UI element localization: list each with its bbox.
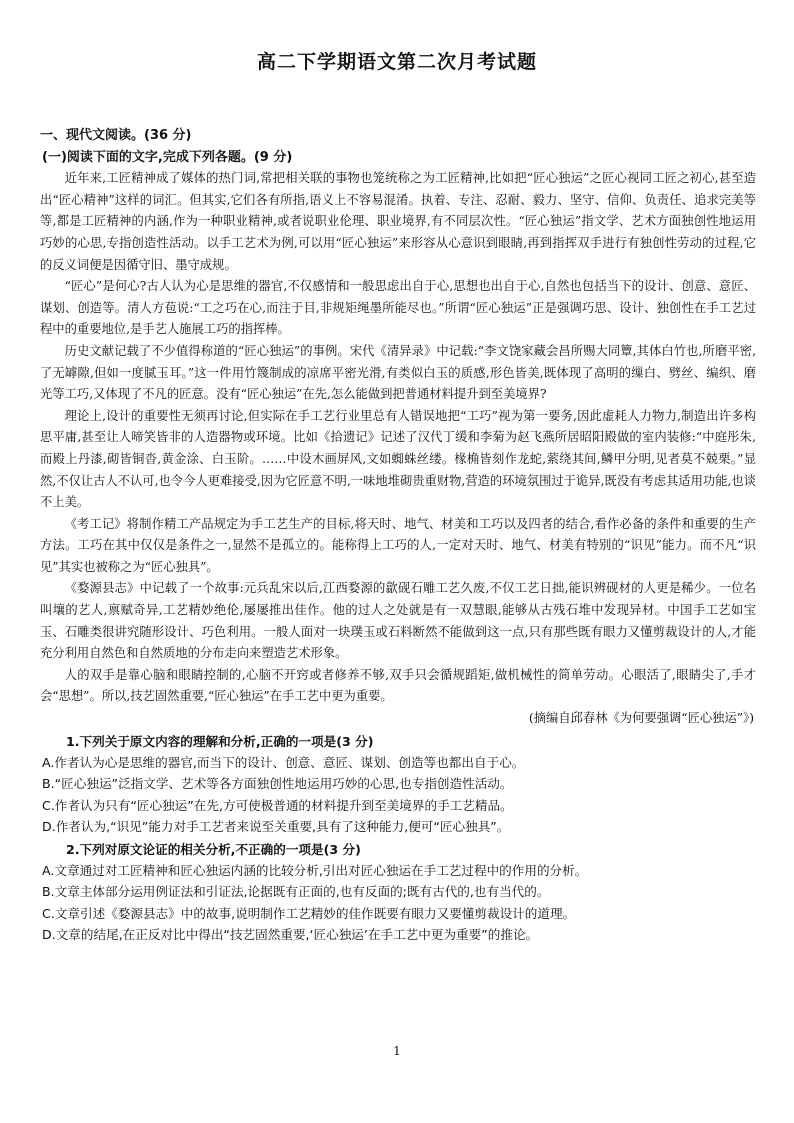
source-citation: (摘编自邱春林《为何要强调“匠心独运”》) — [528, 711, 754, 726]
option-a: A.文章通过对工匠精神和匠心独运内涵的比较分析,引出对匠心独运在手工艺过程中的作用的分析。 — [42, 863, 588, 879]
option-c: C.作者认为只有“匠心独运”在先,方可使极普通的材料提升到至美境界的手工艺精品。 — [42, 797, 513, 813]
question-1 — [40, 731, 756, 838]
passage-paragraph: 近年来,工匠精神成了媒体的热门词,常把相关联的事物也笼统称之为工匠精神,比如把“匠心独运”之匠心视同工匠之初心,甚至造出“匠心精神”这样的词汇。但其实,它们各有所指,语义上不容易混淆。执着、专注、忍耐、毅力、坚守、信仰、负责任、追求完美等等,都是工匠精神的内涵,作为一种职业精神,或者说职业伦理、职业境界,有不同层次性。“匠心独运”指文学、艺术方面独创性地运用巧妙的心思,专指创造性活动。以手工艺术为例,可以用“匠心独运”来形容从心意识到眼睛,再到指挥双手进行有独创性劳动的过程,它的反义词便是因循守旧、墨守成规。 — [40, 171, 756, 272]
option-b: B.“匠心独运”泛指文学、艺术等各方面独创性地运用巧妙的心思,也专指创造性活动。 — [42, 776, 513, 792]
passage-paragraph: 人的双手是靠心脑和眼睛控制的,心脑不开窍或者修养不够,双手只会循规蹈矩,做机械性的简单劳动。心眼活了,眼睛尖了,手才会“思想”。所以,技艺固然重要,“匠心独运”在手工艺中更为重要。 — [40, 667, 756, 704]
section-heading: 一、现代文阅读。(36 分) — [40, 128, 192, 143]
option-a: A.作者认为心是思维的器官,而当下的设计、创意、意匠、谋划、创造等也都出自于心。 — [42, 755, 525, 771]
passage-paragraph: 《婺源县志》中记载了一个故事:元兵乱宋以后,江西婺源的歙砚石雕工艺久废,不仅工艺日拙,能识辨砚材的人更是稀少。一位名叫壤的艺人,禀赋奇异,工艺精妙绝伦,屡屡推出佳作。他的过人之处就是有一双慧眼,能够从古残石堆中发现异材。中国手工艺如宝玉、石雕类很讲究随形设计、巧色利用。一般人面对一块璞玉或石料断然不能做到这一点,只有那些既有眼力又懂剪裁设计的人,才能充分利用自然色和自然质地的分布走向来塑造艺术形象。 — [40, 581, 756, 661]
question-stem: 1.下列关于原文内容的理解和分析,正确的一项是(3 分) — [66, 733, 374, 749]
exam-content — [40, 125, 756, 946]
option-b: B.文章主体部分运用例证法和引证法,论据既有正面的,也有反面的;既有古代的,也有当代的。 — [42, 884, 550, 900]
passage-paragraph: 理论上,设计的重要性无须再讨论,但实际在手工艺行业里总有人错误地把“工巧”视为第一要务,因此虚耗人力物力,制造出许多构思平庸,甚至让人啼笑皆非的人造器物或环境。比如《拾遗记》记述了汉代丁缓和李菊为赵飞燕所居昭阳殿做的室内装修:“中庭彤朱,而殿上丹漆,砌皆铜沓,黄金涂、白玉阶。……中设木画屏风,文如蜘蛛丝缕。椽桷皆刻作龙蛇,萦绕其间,鳞甲分明,见者莫不兢栗。”显然,不仅让古人不认可,也令今人更难接受,因为它匠意不明,一味地堆砌贵重财物,营造的环境氛围过于诡异,既没有考虑其适用功能,也谈不上美。 — [40, 408, 756, 510]
page-number: 1 — [393, 1044, 401, 1058]
passage-paragraph: 《考工记》将制作精工产品规定为手工艺生产的目标,将天时、地气、材美和工巧以及四者的结合,看作必备的条件和重要的生产方法。工巧在其中仅仅是条件之一,显然不是孤立的。能称得上工巧的人,一定对天时、地气、材美有特别的“识见”能力。而不凡“识见”其实也被称之为“匠心独具”。 — [40, 516, 756, 574]
page-title: 高二下学期语文第二次月考试题 — [256, 51, 537, 73]
option-c: C.文章引述《婺源县志》中的故事,说明制作工艺精妙的佳作既要有眼力又要懂剪裁设计的道理。 — [42, 905, 576, 921]
option-d: D.作者认为,“识见”能力对手工艺者来说至关重要,具有了这种能力,便可“匠心独具”。 — [42, 819, 510, 835]
passage-paragraph: 历史文献记载了不少值得称道的“匠心独运”的事例。宋代《清异录》中记载:“李文饶家藏会昌所赐大同簟,其体白竹也,所磨平密,了无罅隙,但如一度腻玉耳。”这一件用竹篾制成的凉席平密光滑,有类似白玉的质感,形色皆美,既体现了高明的缫白、劈丝、编织、磨光等工巧,又体现了不凡的匠意。没有“匠心独运”在先,怎么能做到把普通材料提升到至美境界? — [40, 343, 756, 402]
question-2 — [40, 839, 756, 946]
option-d: D.文章的结尾,在正反对比中得出“技艺固然重要,‘匠心独运’在手工艺中更为重要”的推论。 — [42, 927, 539, 943]
passage-paragraph: “匠心”是何心?古人认为心是思维的器官,不仅感情和一般思虑出自于心,思想也出自于心,自然也包括当下的设计、创意、意匠、谋划、创造等。清人方苞说:“工之巧在心,而注于目,非规矩绳墨所能尽也。”所谓“匠心独运”正是强调巧思、设计、独创性在手工艺过程中的重要地位,是手艺人施展工巧的指挥棒。 — [40, 279, 756, 337]
question-stem: 2.下列对原文论证的相关分析,不正确的一项是(3 分) — [66, 841, 361, 857]
subsection-heading: (一)阅读下面的文字,完成下列各题。(9 分) — [42, 149, 293, 165]
